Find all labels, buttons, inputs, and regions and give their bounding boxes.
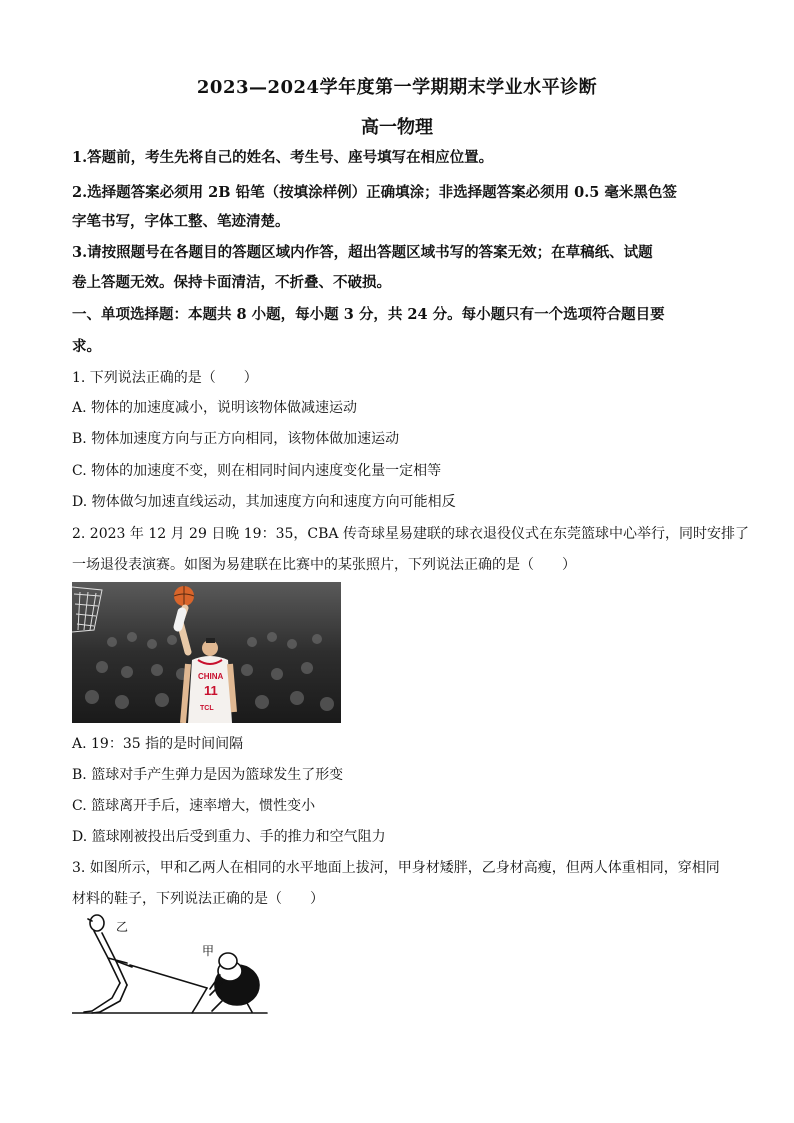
q2-option-d: D. 篮球刚被投出后受到重力、手的推力和空气阻力: [72, 829, 386, 845]
jersey-text: CHINA: [198, 672, 224, 681]
instruction-3: 3.请按照题号在各题目的答题区域内作答，超出答题区域书写的答案无效；在草稿纸、试题: [72, 244, 653, 261]
section-heading-cont: 求。: [72, 338, 101, 355]
basketball-photo: [72, 582, 341, 723]
q3-stem-cont: 材料的鞋子，下列说法正确的是（ ）: [72, 891, 324, 907]
tug-of-war-illustration: [72, 913, 272, 1018]
jersey-sponsor: TCL: [200, 705, 214, 712]
exam-subject: 高一物理: [361, 117, 433, 138]
q1-stem: 1. 下列说法正确的是（ ）: [72, 370, 258, 386]
q1-option-b: B. 物体加速度方向与正方向相同，该物体做加速运动: [72, 431, 400, 447]
q1-option-d: D. 物体做匀加速直线运动，其加速度方向和速度方向可能相反: [72, 494, 456, 510]
q2-option-c: C. 篮球离开手后，速率增大，惯性变小: [72, 798, 316, 814]
basketball-photo-illustration: [72, 582, 341, 723]
q1-option-a: A. 物体的加速度减小，说明该物体做减速运动: [72, 400, 358, 416]
q1-option-c: C. 物体的加速度不变，则在相同时间内速度变化量一定相等: [72, 463, 442, 479]
instruction-1: 1.答题前，考生先将自己的姓名、考生号、座号填写在相应位置。: [72, 149, 494, 166]
instruction-2-cont: 字笔书写，字体工整、笔迹清楚。: [72, 213, 290, 230]
tug-of-war-diagram: [72, 913, 272, 1018]
label-jia: 甲: [202, 944, 215, 958]
instruction-2: 2.选择题答案必须用 2B 铅笔（按填涂样例）正确填涂；非选择题答案必须用 0.5 毫米黑色签: [72, 184, 677, 201]
instruction-3-cont: 卷上答题无效。保持卡面清洁，不折叠、不破损。: [72, 274, 391, 291]
q2-stem-cont: 一场退役表演赛。如图为易建联在比赛中的某张照片，下列说法正确的是（ ）: [72, 557, 576, 573]
q2-stem: 2. 2023 年 12 月 29 日晚 19：35，CBA 传奇球星易建联的球衣退役仪式在东莞篮球中心举行，同时安排了: [72, 526, 749, 542]
section-heading: 一、单项选择题：本题共 8 小题，每小题 3 分，共 24 分。每小题只有一个选项符合题目要: [72, 306, 665, 323]
label-yi: 乙: [116, 920, 129, 934]
jersey-number: 11: [204, 683, 218, 698]
q2-option-a: A. 19：35 指的是时间间隔: [72, 736, 244, 752]
q3-stem: 3. 如图所示，甲和乙两人在相同的水平地面上拔河，甲身材矮胖，乙身材高瘦，但两人体重相同，穿相同: [72, 860, 720, 876]
q2-option-b: B. 篮球对手产生弹力是因为篮球发生了形变: [72, 767, 344, 783]
exam-title: 2023—2024学年度第一学期期末学业水平诊断: [196, 77, 598, 98]
